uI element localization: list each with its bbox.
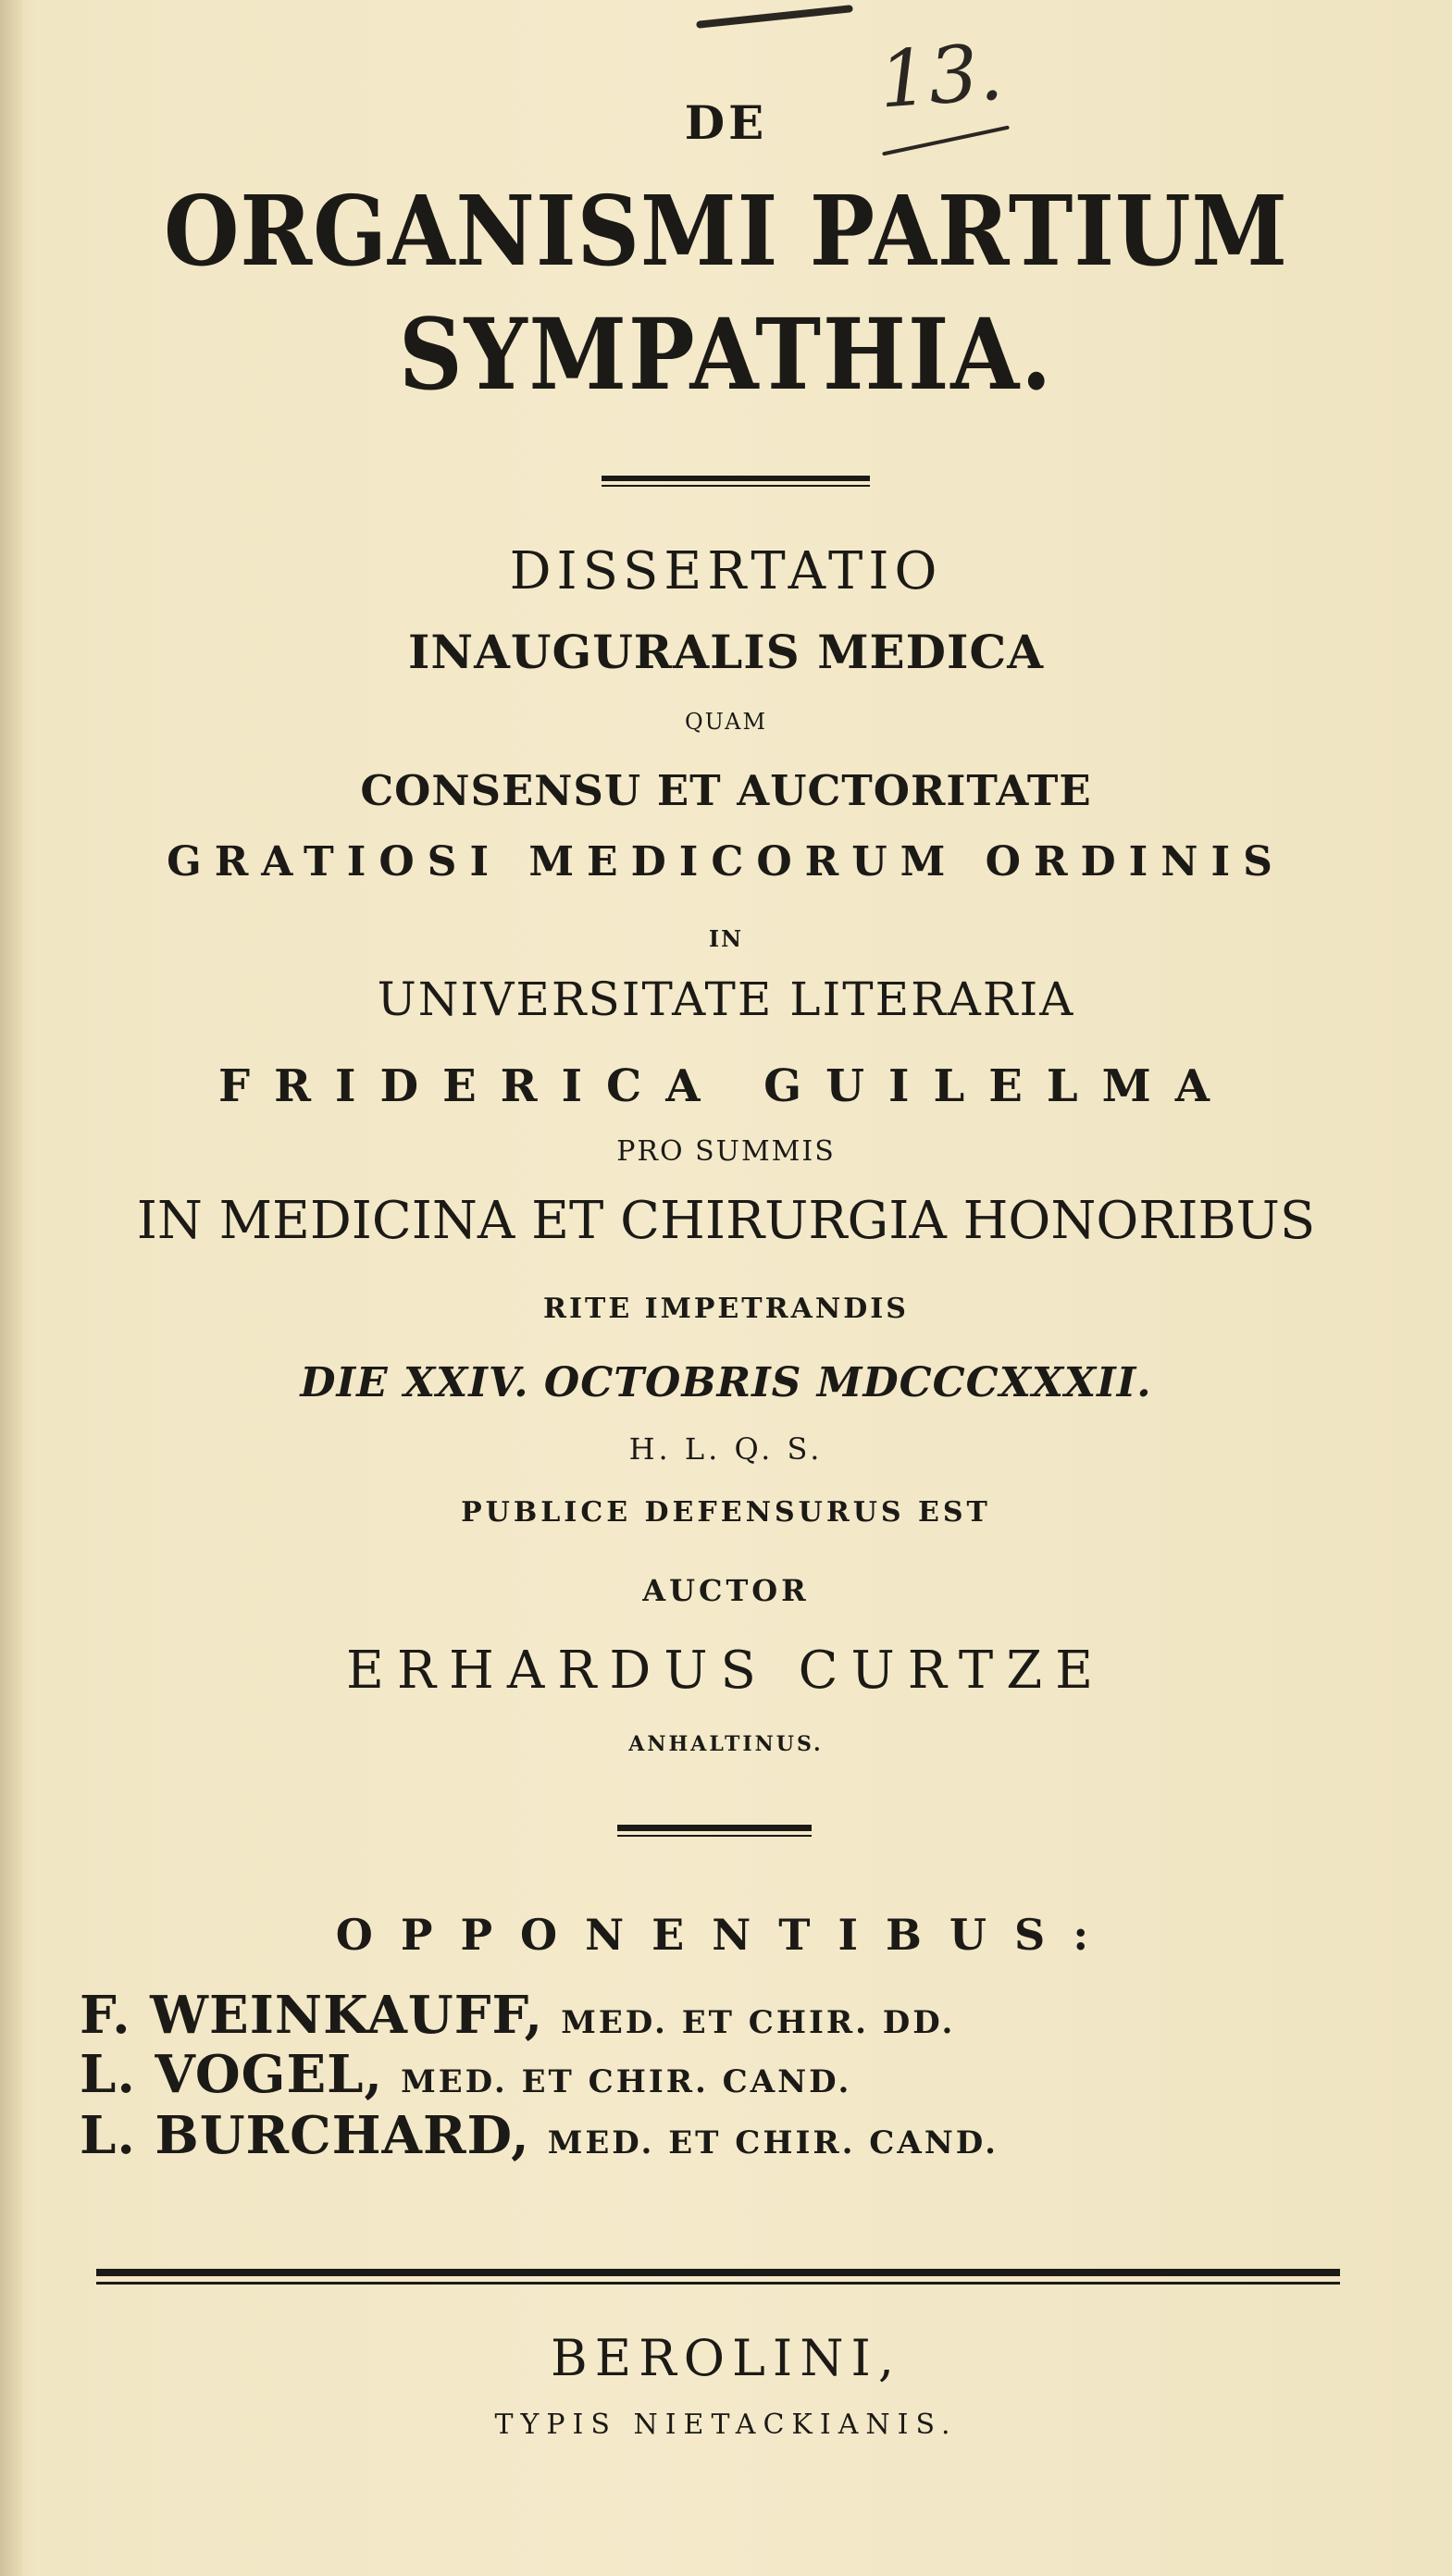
opponent-name: L. BURCHARD, [80, 2105, 530, 2166]
universitate-line: UNIVERSITATE LITERARIA [377, 972, 1075, 1026]
title-line-1: ORGANISMI PARTIUM [163, 174, 1289, 288]
author-origin: ANHALTINUS. [628, 1732, 824, 1756]
top-flourish-mark [696, 5, 853, 29]
opponent-row [80, 2044, 852, 2105]
dissertatio-line: DISSERTATIO [509, 541, 943, 601]
opponent-title: MED. ET CHIR. DD. [561, 2004, 956, 2041]
friderica-line: FRIDERICA GUILELMA [218, 1060, 1234, 1112]
opponent-row [80, 2105, 999, 2166]
opponent-title: MED. ET CHIR. CAND. [547, 2124, 999, 2161]
inauguralis-line: INAUGURALIS MEDICA [408, 625, 1044, 679]
opponent-name: F. WEINKAUFF, [80, 1985, 544, 2046]
auctor-line: AUCTOR [642, 1573, 810, 1608]
in-medicina-line: IN MEDICINA ET CHIRURGIA HONORIBUS [136, 1191, 1316, 1251]
bottom-rule-thin [96, 2282, 1340, 2285]
title-rule-thick [602, 476, 870, 481]
title-rule-thin [602, 485, 870, 487]
bottom-rule-thick [96, 2269, 1340, 2276]
page-spine-edge [0, 0, 22, 2576]
imprint-city: BEROLINI, [551, 2329, 901, 2387]
middle-rule-thick [617, 1825, 812, 1831]
opponent-name: L. VOGEL, [80, 2044, 383, 2105]
date-line: DIE XXIV. OCTOBRIS MDCCCXXXII. [300, 1359, 1152, 1406]
handwritten-shelf-number: 13. [875, 26, 1006, 126]
pro-summis-line: PRO SUMMIS [616, 1135, 836, 1168]
title-line-2: SYMPATHIA. [398, 296, 1054, 412]
in-line: IN [708, 925, 744, 952]
title-de: DE [684, 95, 768, 150]
opponent-title: MED. ET CHIR. CAND. [401, 2063, 852, 2100]
gratiosi-line: GRATIOSI MEDICORUM ORDINIS [167, 838, 1285, 886]
author-name: ERHARDUS CURTZE [345, 1641, 1107, 1701]
publice-line: PUBLICE DEFENSURUS EST [461, 1496, 991, 1529]
consensu-line: CONSENSU ET AUCTORITATE [360, 766, 1092, 815]
imprint-printer: TYPIS NIETACKIANIS. [494, 2409, 958, 2441]
middle-rule-thin [617, 1835, 812, 1837]
opponent-row [80, 1985, 956, 2046]
quam-line: QUAM [684, 709, 768, 735]
opponents-heading: OPPONENTIBUS: [335, 1910, 1117, 1960]
hlqs-line: H. L. Q. S. [628, 1431, 824, 1467]
rite-line: RITE IMPETRANDIS [543, 1293, 909, 1325]
